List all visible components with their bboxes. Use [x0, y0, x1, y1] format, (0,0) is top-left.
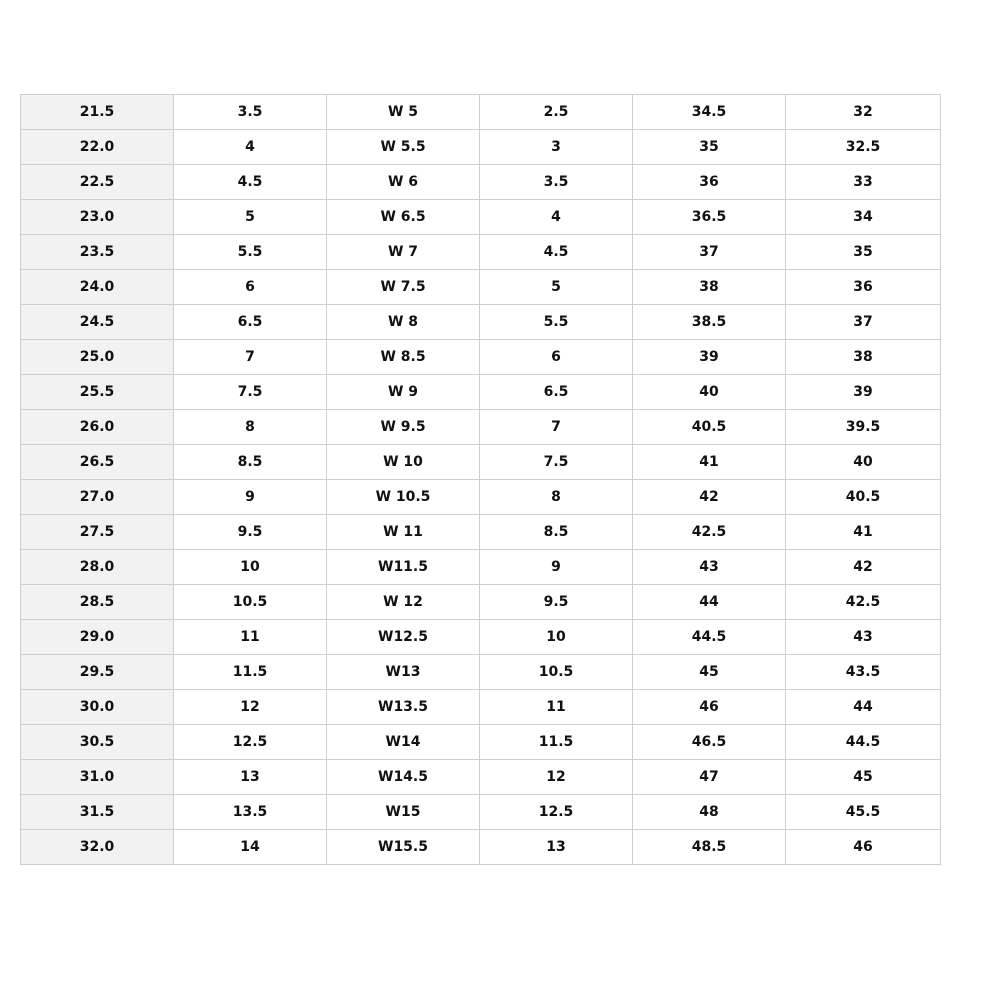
table-row — [21, 655, 941, 690]
table-cell-first-column: 23.5 — [21, 235, 174, 270]
table-cell: W 7 — [327, 235, 480, 270]
table-cell: 4.5 — [480, 235, 633, 270]
table-cell: 42 — [633, 480, 786, 515]
table-cell: 8.5 — [480, 515, 633, 550]
table-cell: 4 — [480, 200, 633, 235]
table-cell-first-column: 26.5 — [21, 445, 174, 480]
table-row — [21, 270, 941, 305]
table-cell: W15 — [327, 795, 480, 830]
table-cell: 44 — [633, 585, 786, 620]
table-cell-first-column: 25.0 — [21, 340, 174, 375]
table-cell: 38.5 — [633, 305, 786, 340]
table-cell: 5.5 — [174, 235, 327, 270]
table-cell: W14 — [327, 725, 480, 760]
table-row — [21, 235, 941, 270]
table-cell: 9 — [174, 480, 327, 515]
table-cell: 46.5 — [633, 725, 786, 760]
table-cell: 5 — [480, 270, 633, 305]
table-cell: W 6.5 — [327, 200, 480, 235]
table-row — [21, 795, 941, 830]
table-cell: 32.5 — [786, 130, 941, 165]
table-cell: W13 — [327, 655, 480, 690]
table-cell-first-column: 26.0 — [21, 410, 174, 445]
table-cell: 13 — [174, 760, 327, 795]
table-cell: 36 — [633, 165, 786, 200]
table-row — [21, 515, 941, 550]
table-cell: 48 — [633, 795, 786, 830]
table-row — [21, 480, 941, 515]
table-cell: 33 — [786, 165, 941, 200]
table-cell: 5 — [174, 200, 327, 235]
table-cell: W 10.5 — [327, 480, 480, 515]
table-cell: 4.5 — [174, 165, 327, 200]
table-cell: 46 — [786, 830, 941, 865]
table-cell: 35 — [786, 235, 941, 270]
table-cell: 39 — [633, 340, 786, 375]
table-cell-first-column: 22.5 — [21, 165, 174, 200]
table-cell: 10.5 — [480, 655, 633, 690]
table-cell: 11.5 — [480, 725, 633, 760]
table-cell: W 12 — [327, 585, 480, 620]
table-cell: 40.5 — [786, 480, 941, 515]
table-cell: 38 — [633, 270, 786, 305]
table-cell: 10 — [174, 550, 327, 585]
size-conversion-table — [20, 94, 941, 865]
table-cell: 39.5 — [786, 410, 941, 445]
table-cell: 12.5 — [174, 725, 327, 760]
table-row — [21, 725, 941, 760]
table-cell: W15.5 — [327, 830, 480, 865]
table-cell-first-column: 29.0 — [21, 620, 174, 655]
table-cell: 8.5 — [174, 445, 327, 480]
table-cell: 40 — [786, 445, 941, 480]
table-cell-first-column: 30.0 — [21, 690, 174, 725]
table-cell: 6.5 — [480, 375, 633, 410]
table-cell: 37 — [633, 235, 786, 270]
table-cell-first-column: 30.5 — [21, 725, 174, 760]
table-cell: 46 — [633, 690, 786, 725]
table-cell: 7 — [174, 340, 327, 375]
table-row — [21, 130, 941, 165]
table-cell: 12 — [174, 690, 327, 725]
table-cell: 11 — [174, 620, 327, 655]
table-row — [21, 340, 941, 375]
table-cell: 32 — [786, 95, 941, 130]
table-row — [21, 305, 941, 340]
table-cell: W 9.5 — [327, 410, 480, 445]
table-cell: W14.5 — [327, 760, 480, 795]
table-cell: 44.5 — [786, 725, 941, 760]
table-cell: 48.5 — [633, 830, 786, 865]
table-cell: W 5.5 — [327, 130, 480, 165]
table-cell: 42 — [786, 550, 941, 585]
table-row — [21, 760, 941, 795]
table-cell: 43 — [786, 620, 941, 655]
table-cell: 12 — [480, 760, 633, 795]
table-cell: 3.5 — [480, 165, 633, 200]
table-row — [21, 165, 941, 200]
table-cell: 11 — [480, 690, 633, 725]
table-cell-first-column: 29.5 — [21, 655, 174, 690]
table-cell: 9.5 — [174, 515, 327, 550]
table-cell: 13 — [480, 830, 633, 865]
table-cell: 2.5 — [480, 95, 633, 130]
table-row — [21, 445, 941, 480]
table-row — [21, 375, 941, 410]
table-cell-first-column: 23.0 — [21, 200, 174, 235]
table-cell: 7 — [480, 410, 633, 445]
table-cell: W 8.5 — [327, 340, 480, 375]
table-row — [21, 410, 941, 445]
table-cell: 36 — [786, 270, 941, 305]
table-cell: 35 — [633, 130, 786, 165]
table-cell: 45.5 — [786, 795, 941, 830]
table-cell: W 10 — [327, 445, 480, 480]
table-cell: W 11 — [327, 515, 480, 550]
table-cell-first-column: 22.0 — [21, 130, 174, 165]
table-cell: 37 — [786, 305, 941, 340]
table-cell: 5.5 — [480, 305, 633, 340]
table-cell: 34.5 — [633, 95, 786, 130]
table-cell-first-column: 27.0 — [21, 480, 174, 515]
table-cell: 8 — [480, 480, 633, 515]
table-cell: 10.5 — [174, 585, 327, 620]
table-cell: 39 — [786, 375, 941, 410]
table-cell-first-column: 31.5 — [21, 795, 174, 830]
table-cell: 9.5 — [480, 585, 633, 620]
table-cell: 9 — [480, 550, 633, 585]
table-row — [21, 95, 941, 130]
table-cell: 6 — [174, 270, 327, 305]
table-cell: W 9 — [327, 375, 480, 410]
table-cell: 44.5 — [633, 620, 786, 655]
table-cell-first-column: 25.5 — [21, 375, 174, 410]
table-cell: 6.5 — [174, 305, 327, 340]
table-row — [21, 690, 941, 725]
table-cell: 42.5 — [633, 515, 786, 550]
table-cell-first-column: 24.0 — [21, 270, 174, 305]
table-row — [21, 200, 941, 235]
table-cell: 43 — [633, 550, 786, 585]
table-cell: 41 — [633, 445, 786, 480]
table-row — [21, 620, 941, 655]
table-cell: W 7.5 — [327, 270, 480, 305]
table-cell-first-column: 27.5 — [21, 515, 174, 550]
table-cell: 11.5 — [174, 655, 327, 690]
table-cell: 47 — [633, 760, 786, 795]
table-cell-first-column: 32.0 — [21, 830, 174, 865]
table-cell-first-column: 31.0 — [21, 760, 174, 795]
table-cell: 6 — [480, 340, 633, 375]
table-row — [21, 550, 941, 585]
table-cell: 14 — [174, 830, 327, 865]
table-cell: 40 — [633, 375, 786, 410]
table-cell: 3.5 — [174, 95, 327, 130]
table-cell: 7.5 — [480, 445, 633, 480]
size-table-body — [21, 95, 941, 865]
table-cell: 45 — [786, 760, 941, 795]
table-cell-first-column: 28.5 — [21, 585, 174, 620]
table-cell: W12.5 — [327, 620, 480, 655]
table-cell: 13.5 — [174, 795, 327, 830]
table-cell: 43.5 — [786, 655, 941, 690]
table-cell: 38 — [786, 340, 941, 375]
table-row — [21, 585, 941, 620]
table-cell-first-column: 28.0 — [21, 550, 174, 585]
table-cell: W 5 — [327, 95, 480, 130]
table-cell: 12.5 — [480, 795, 633, 830]
table-cell-first-column: 21.5 — [21, 95, 174, 130]
table-cell: 4 — [174, 130, 327, 165]
table-cell: 3 — [480, 130, 633, 165]
table-cell: 42.5 — [786, 585, 941, 620]
table-cell: 41 — [786, 515, 941, 550]
table-cell: 34 — [786, 200, 941, 235]
table-cell: W 6 — [327, 165, 480, 200]
table-cell: W 8 — [327, 305, 480, 340]
table-cell: W13.5 — [327, 690, 480, 725]
table-cell-first-column: 24.5 — [21, 305, 174, 340]
table-cell: 8 — [174, 410, 327, 445]
table-cell: W11.5 — [327, 550, 480, 585]
table-cell: 10 — [480, 620, 633, 655]
table-cell: 44 — [786, 690, 941, 725]
table-cell: 36.5 — [633, 200, 786, 235]
table-cell: 40.5 — [633, 410, 786, 445]
table-cell: 45 — [633, 655, 786, 690]
table-row — [21, 830, 941, 865]
table-cell: 7.5 — [174, 375, 327, 410]
